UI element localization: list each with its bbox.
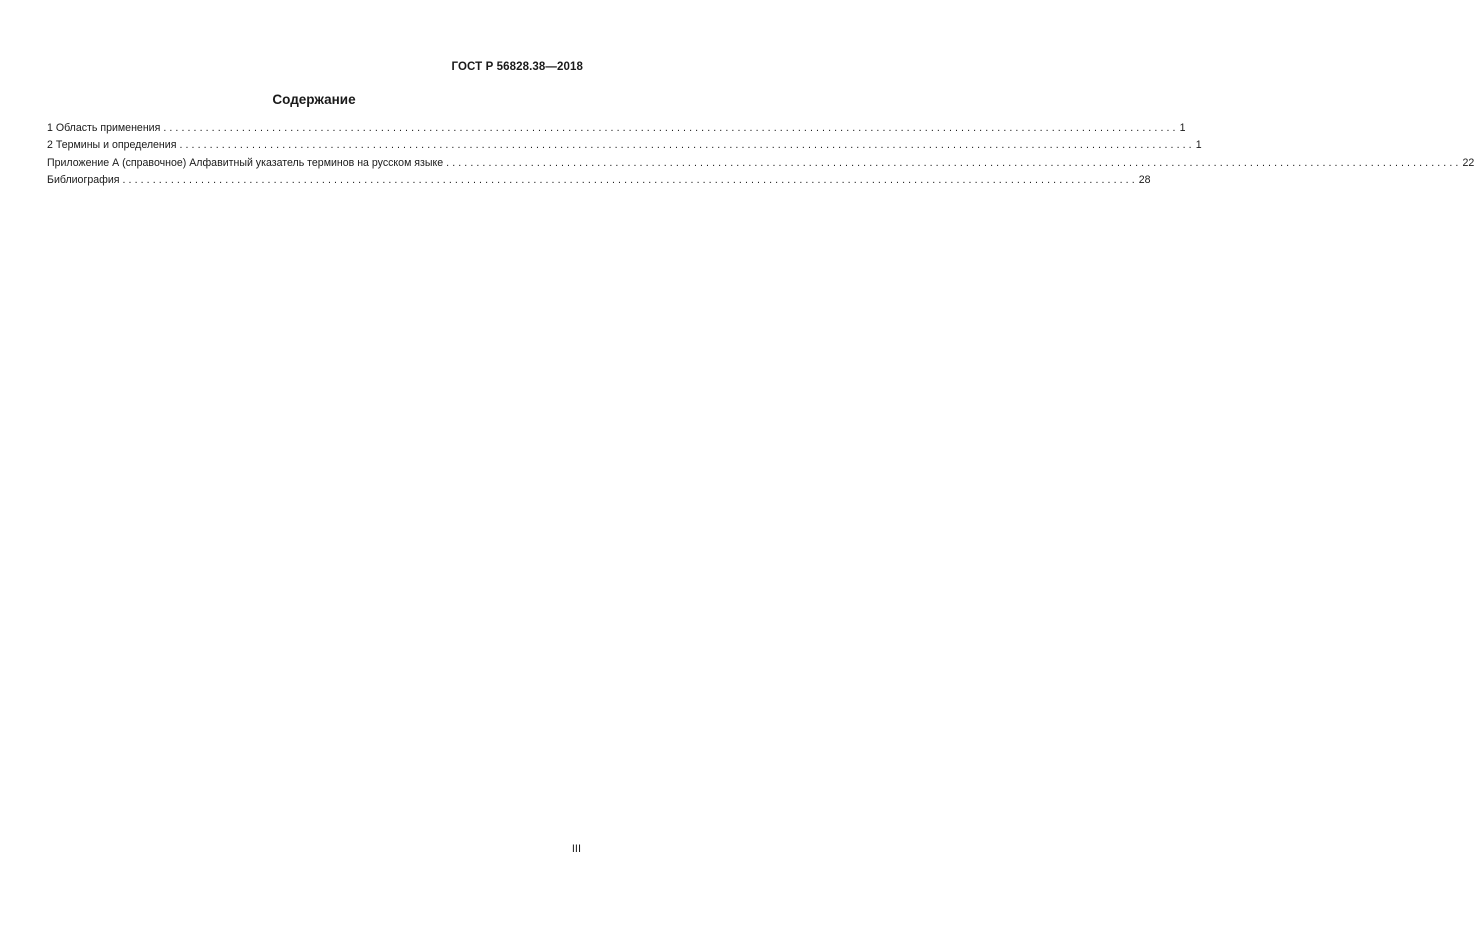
toc-entry-page: 1: [1195, 139, 1202, 152]
toc-entry-page: 28: [1138, 174, 1151, 187]
toc-entry-label: Библиография: [47, 174, 120, 187]
toc-entry-terms[interactable]: [47, 137, 1202, 154]
table-of-contents: [47, 120, 1474, 190]
document-code: ГОСТ Р 56828.38—2018: [451, 61, 583, 73]
toc-leader-dots: ........................................................................................................................................................................: [446, 156, 1462, 169]
toc-leader-dots: ........................................................................................................................................................................: [122, 174, 1138, 187]
toc-leader-dots: ........................................................................................................................................................................: [179, 139, 1195, 152]
page-number: III: [571, 843, 581, 855]
toc-entry-bibliography[interactable]: [47, 172, 1151, 189]
toc-entry-appendix-a[interactable]: [47, 155, 1474, 172]
toc-entry-label: 1 Область применения: [47, 122, 161, 134]
toc-entry-page: 22: [1462, 156, 1474, 169]
toc-entry-label: 2 Термины и определения: [47, 139, 177, 152]
toc-entry-label: Приложение А (справочное) Алфавитный указатель терминов на русском языке: [47, 156, 444, 169]
toc-entry-scope[interactable]: [47, 120, 1186, 137]
toc-leader-dots: ........................................................................................................................................................................: [163, 122, 1179, 134]
toc-entry-page: 1: [1179, 122, 1186, 134]
toc-title: Содержание: [272, 92, 356, 107]
